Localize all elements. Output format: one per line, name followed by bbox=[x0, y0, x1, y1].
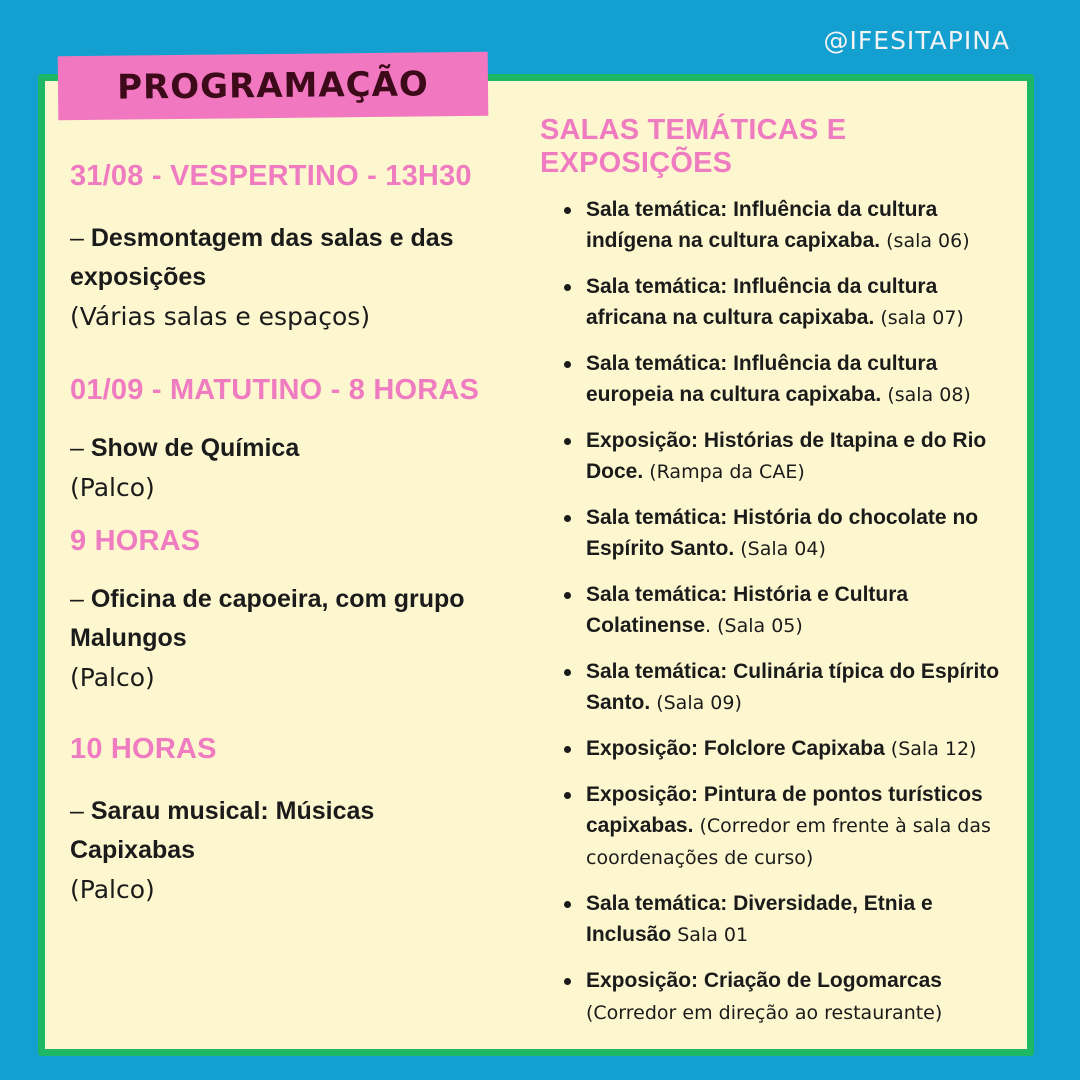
instagram-handle: @IFESITAPINA bbox=[823, 26, 1010, 55]
schedule-column bbox=[70, 160, 500, 909]
item-location: (sala 06) bbox=[880, 230, 970, 252]
item-location: (Corredor em direção ao restaurante) bbox=[586, 1002, 943, 1024]
rooms-list bbox=[540, 194, 1020, 1029]
schedule-heading: 01/09 - MATUTINO - 8 HORAS bbox=[70, 374, 480, 406]
bullet-icon bbox=[564, 901, 571, 908]
schedule-heading: 9 HORAS bbox=[70, 525, 201, 557]
item-title: Sala temática: Influência da cultura europeia na cultura capixaba. bbox=[586, 352, 938, 406]
item-title: Sala temática: História e Cultura Colatinense bbox=[586, 583, 909, 637]
item-title: Exposição: Criação de Logomarcas bbox=[586, 969, 942, 992]
item-location: (sala 08) bbox=[881, 384, 971, 406]
list-item bbox=[586, 425, 1020, 488]
list-item bbox=[586, 965, 1020, 1029]
dash: – bbox=[70, 585, 91, 613]
item-title: Exposição: Pintura de pontos turísticos capixabas. bbox=[586, 783, 983, 837]
item-title: Sala temática: Influência da cultura africana na cultura capixaba. bbox=[586, 275, 938, 329]
event-title: Sarau musical: Músicas Capixabas bbox=[70, 797, 375, 864]
schedule-block-2 bbox=[70, 374, 500, 507]
event-title: Show de Química bbox=[90, 434, 300, 462]
schedule-event bbox=[70, 219, 500, 297]
item-location: (Corredor em frente à sala das coordenações de curso) bbox=[586, 815, 991, 869]
event-title: Desmontagem das salas e das exposições bbox=[70, 224, 454, 291]
item-title: Sala temática: Culinária típica do Espírito Santo. bbox=[586, 660, 1000, 714]
bullet-icon bbox=[564, 669, 571, 676]
dash: – bbox=[70, 434, 91, 462]
event-location: (Palco) bbox=[70, 875, 155, 904]
bullet-icon bbox=[564, 792, 571, 799]
event-title: Oficina de capoeira, com grupo Malungos bbox=[70, 585, 465, 652]
dash: – bbox=[70, 224, 91, 252]
bullet-icon bbox=[564, 207, 571, 214]
bullet-icon bbox=[564, 361, 571, 368]
event-location: (Várias salas e espaços) bbox=[70, 302, 371, 331]
schedule-heading: 31/08 - VESPERTINO - 13H30 bbox=[70, 160, 472, 192]
item-location: (sala 07) bbox=[874, 307, 964, 329]
schedule-block-3 bbox=[70, 525, 500, 697]
item-title: Exposição: Folclore Capixaba bbox=[586, 737, 885, 760]
list-item bbox=[586, 733, 1020, 765]
event-location: (Palco) bbox=[70, 473, 155, 502]
item-title: Sala temática: Diversidade, Etnia e Inclusão bbox=[586, 892, 933, 946]
bullet-icon bbox=[564, 515, 571, 522]
item-title: Exposição: Histórias de Itapina e do Rio Doce. bbox=[586, 429, 987, 483]
dash: – bbox=[70, 797, 91, 825]
bullet-icon bbox=[564, 438, 571, 445]
item-location: (Sala 09) bbox=[650, 692, 742, 714]
list-item bbox=[586, 656, 1020, 719]
bullet-icon bbox=[564, 978, 571, 985]
schedule-block-4 bbox=[70, 733, 500, 909]
list-item bbox=[586, 271, 1020, 334]
schedule-event bbox=[70, 580, 500, 658]
schedule-block-1 bbox=[70, 160, 500, 336]
rooms-column bbox=[540, 114, 1020, 1043]
title-banner bbox=[58, 52, 489, 120]
list-item bbox=[586, 579, 1020, 642]
bullet-icon bbox=[564, 746, 571, 753]
list-item bbox=[586, 194, 1020, 257]
item-location: . (Sala 05) bbox=[705, 615, 803, 637]
schedule-event bbox=[70, 792, 500, 870]
schedule-event bbox=[70, 429, 500, 468]
page-title: PROGRAMAÇÃO bbox=[116, 64, 430, 108]
item-title: Sala temática: História do chocolate no Espírito Santo. bbox=[586, 506, 979, 560]
list-item bbox=[586, 779, 1020, 874]
item-title: Sala temática: Influência da cultura indígena na cultura capixaba. bbox=[586, 198, 938, 252]
schedule-heading: 10 HORAS bbox=[70, 733, 217, 765]
item-location: (Sala 04) bbox=[734, 538, 826, 560]
item-location: (Rampa da CAE) bbox=[643, 461, 805, 483]
bullet-icon bbox=[564, 592, 571, 599]
item-location: (Sala 12) bbox=[884, 738, 977, 760]
bullet-icon bbox=[564, 284, 571, 291]
item-location: Sala 01 bbox=[671, 924, 749, 946]
list-item bbox=[586, 348, 1020, 411]
list-item bbox=[586, 502, 1020, 565]
event-location: (Palco) bbox=[70, 663, 155, 692]
list-item bbox=[586, 888, 1020, 951]
rooms-heading: SALAS TEMÁTICAS E EXPOSIÇÕES bbox=[540, 114, 847, 179]
